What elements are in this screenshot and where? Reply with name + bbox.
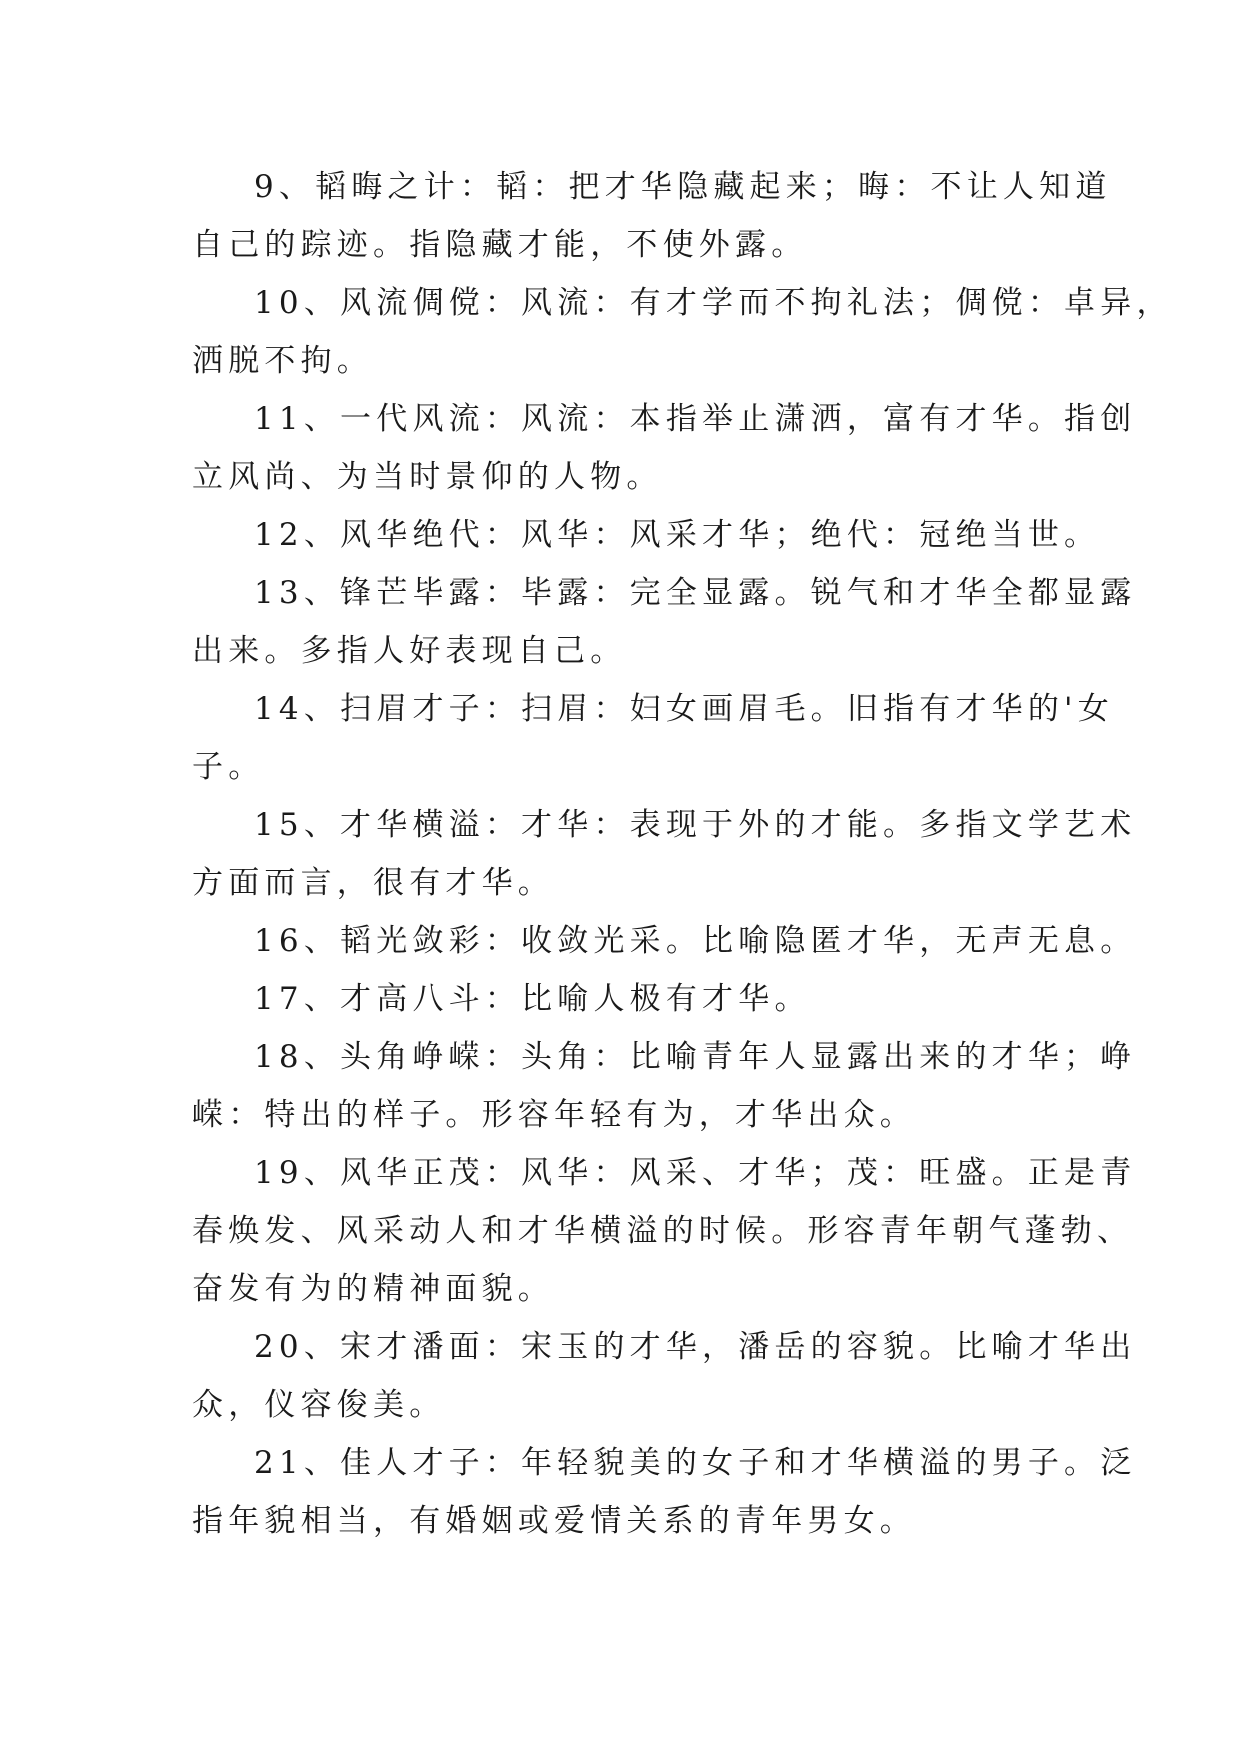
text-line: 17、才高八斗：比喻人极有才华。: [254, 981, 811, 1017]
text-line: 14、扫眉才子：扫眉：妇女画眉毛。旧指有才华的'女: [254, 691, 1114, 727]
text-line: 19、风华正茂：风华：风采、才华；茂：旺盛。正是青: [254, 1155, 1137, 1191]
text-line: 子。: [192, 749, 265, 785]
text-line: 18、头角峥嵘：头角：比喻青年人显露出来的才华；峥: [254, 1039, 1137, 1075]
text-line: 20、宋才潘面：宋玉的才华，潘岳的容貌。比喻才华出: [254, 1329, 1137, 1365]
text-line: 15、才华横溢：才华：表现于外的才能。多指文学艺术: [254, 807, 1137, 843]
text-line: 洒脱不拘。: [192, 343, 373, 379]
text-line: 9、韬晦之计：韬：把才华隐藏起来；晦：不让人知道: [254, 169, 1112, 205]
text-line: 出来。多指人好表现自己。: [192, 633, 627, 669]
text-line: 奋发有为的精神面貌。: [192, 1271, 554, 1307]
text-line: 自己的踪迹。指隐藏才能，不使外露。: [192, 227, 808, 263]
text-line: 16、韬光敛彩：收敛光采。比喻隐匿才华，无声无息。: [254, 923, 1137, 959]
text-line: 21、佳人才子：年轻貌美的女子和才华横溢的男子。泛: [254, 1445, 1137, 1481]
text-line: 众，仪容俊美。: [192, 1387, 446, 1423]
text-line: 立风尚、为当时景仰的人物。: [192, 459, 663, 495]
text-line: 方面而言，很有才华。: [192, 865, 554, 901]
text-line: 春焕发、风采动人和才华横溢的时候。形容青年朝气蓬勃、: [192, 1213, 1134, 1249]
text-line: 指年貌相当，有婚姻或爱情关系的青年男女。: [192, 1503, 916, 1539]
text-line: 10、风流倜傥：风流：有才学而不拘礼法；倜傥：卓异，: [254, 285, 1173, 321]
document-body: [192, 158, 1173, 1550]
text-line: 13、锋芒毕露：毕露：完全显露。锐气和才华全都显露: [254, 575, 1137, 611]
text-line: 12、风华绝代：风华：风采才华；绝代：冠绝当世。: [254, 517, 1101, 553]
text-line: 嵘：特出的样子。形容年轻有为，才华出众。: [192, 1097, 916, 1133]
text-line: 11、一代风流：风流：本指举止潇洒，富有才华。指创: [254, 401, 1137, 437]
